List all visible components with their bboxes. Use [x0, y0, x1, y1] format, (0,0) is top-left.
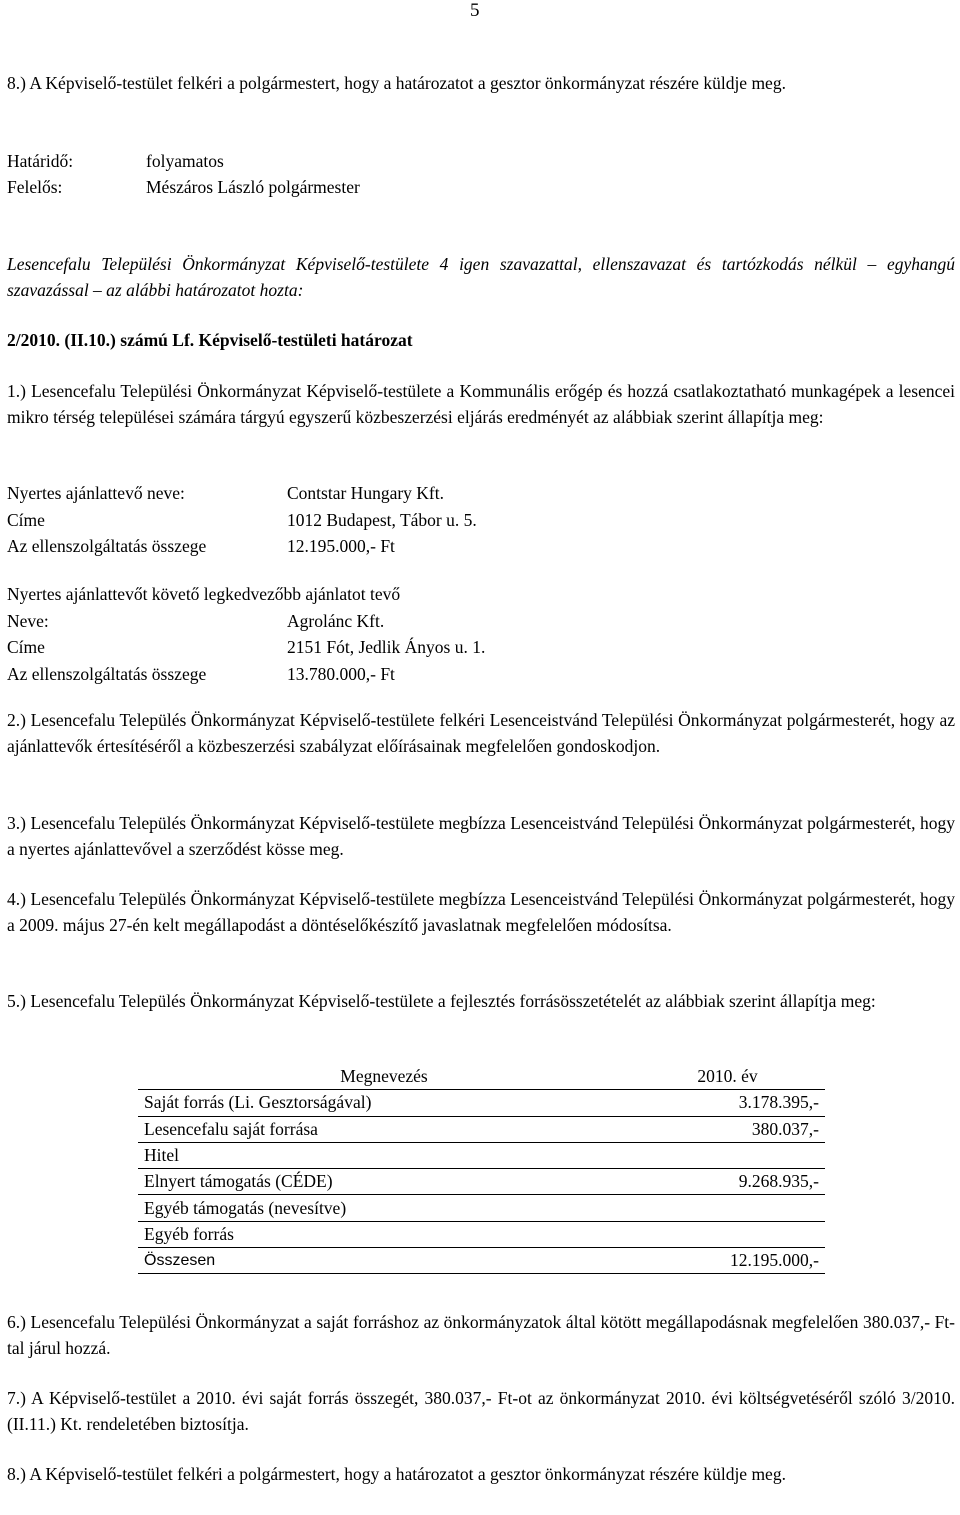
point-6: 6.) Lesencefalu Települési Önkormányzat a saját forráshoz az önkormányzatok által kötött megállapodásnak megfelelően 380.037,- Ft-tal járul hozzá.	[7, 1312, 955, 1358]
vote-intro: Lesencefalu Települési Önkormányzat Képviselő-testülete 4 igen szavazattal, ellenszavazat és tartózkodás nélkül – egyhangú szavazással – az alábbi határozatot hozta:	[7, 254, 955, 300]
point-1: 1.) Lesencefalu Települési Önkormányzat Képviselő-testülete a Kommunális erőgép és hozzá csatlakoztatható munkagépek a lesencei mikro térség települései számára tárgyú egyszerű közbeszerzési eljárás eredményét az alábbiak szerint állapítja meg:	[7, 381, 955, 427]
table-cell-label: Egyéb forrás	[138, 1221, 630, 1247]
table-header-year: 2010. év	[630, 1064, 825, 1090]
winner-address-label: Címe	[7, 509, 45, 530]
runner-up-amount-value: 13.780.000,- Ft	[287, 663, 395, 684]
deadline-block	[7, 148, 360, 200]
winner-address-value: 1012 Budapest, Tábor u. 5.	[287, 509, 477, 530]
table-cell-value: 9.268.935,-	[630, 1169, 825, 1195]
page-number: 5	[470, 0, 480, 21]
runner-up-address-value: 2151 Fót, Jedlik Ányos u. 1.	[287, 637, 486, 657]
table-row	[138, 1142, 825, 1168]
point-5: 5.) Lesencefalu Település Önkormányzat Képviselő-testülete a fejlesztés forrásösszetételét az alábbiak szerint állapítja meg:	[7, 991, 876, 1011]
table-cell-label: Hitel	[138, 1142, 630, 1168]
winner-amount-value: 12.195.000,- Ft	[287, 536, 395, 556]
table-row	[138, 1116, 825, 1142]
table-row	[138, 1221, 825, 1247]
table-cell-label: Egyéb támogatás (nevesítve)	[138, 1195, 630, 1221]
point-7: 7.) A Képviselő-testület a 2010. évi saját forrás összegét, 380.037,- Ft-ot az önkormányzat 2010. évi költségvetéséről szóló 3/2010. (II.11.) Kt. rendeletében biztosítja.	[7, 1388, 955, 1434]
table-cell-value	[630, 1142, 825, 1168]
point-8: 8.) A Képviselő-testület felkéri a polgármestert, hogy a határozatot a gesztor önkormányzat részére küldje meg.	[7, 1464, 786, 1484]
table-cell-label: Lesencefalu saját forrása	[138, 1116, 630, 1142]
runner-up-amount-label: Az ellenszolgáltatás összege	[7, 663, 207, 684]
point-2: 2.) Lesencefalu Település Önkormányzat Képviselő-testülete felkéri Lesenceistvánd Települési Önkormányzat polgármesterét, hogy az ajánlattevők értesítéséről a közbeszerzési szabályzat előírásainak megfelelően gondoskodjon.	[7, 710, 955, 756]
winner-name-label: Nyertes ajánlattevő neve:	[7, 483, 185, 503]
runner-up-heading: Nyertes ajánlattevőt követő legkedvezőbb ajánlatot tevő	[7, 584, 401, 604]
table-header-row	[138, 1064, 825, 1090]
table-cell-value: 380.037,-	[630, 1116, 825, 1142]
resolution-title: 2/2010. (II.10.) számú Lf. Képviselő-testületi határozat	[7, 330, 413, 350]
deadline-value: folyamatos	[146, 151, 224, 171]
paragraph-top-point8: 8.) A Képviselő-testület felkéri a polgármestert, hogy a határozatot a gesztor önkormányzat részére küldje meg.	[7, 73, 786, 93]
table-total-value: 12.195.000,-	[630, 1248, 825, 1274]
deadline-label: Határidő:	[7, 151, 74, 171]
point-4: 4.) Lesencefalu Település Önkormányzat Képviselő-testülete megbízza Lesenceistvánd Települési Önkormányzat polgármesterét, hogy a 2009. május 27-én kelt megállapodást a döntéselőkészítő javaslatnak megfelelően módosítsa.	[7, 889, 955, 935]
funding-table	[138, 1064, 825, 1274]
point-3: 3.) Lesencefalu Település Önkormányzat Képviselő-testülete megbízza Lesenceistvánd Települési Önkormányzat polgármesterét, hogy a nyertes ajánlattevővel a szerződést kösse meg.	[7, 813, 955, 859]
table-cell-value: 3.178.395,-	[630, 1090, 825, 1116]
table-row	[138, 1169, 825, 1195]
table-total-row	[138, 1248, 825, 1274]
winner-amount-label: Az ellenszolgáltatás összege	[7, 536, 207, 556]
winner-block	[7, 480, 477, 560]
table-row	[138, 1090, 825, 1116]
runner-up-name-label: Neve:	[7, 610, 49, 631]
runner-up-address-label: Címe	[7, 637, 45, 657]
responsible-value: Mészáros László polgármester	[146, 177, 360, 197]
table-cell-value	[630, 1221, 825, 1247]
table-cell-label: Elnyert támogatás (CÉDE)	[138, 1169, 630, 1195]
runner-up-block	[7, 581, 485, 687]
winner-name-value: Contstar Hungary Kft.	[287, 483, 444, 503]
table-cell-value	[630, 1195, 825, 1221]
table-total-label: Összesen	[138, 1248, 630, 1274]
table-cell-label: Saját forrás (Li. Gesztorságával)	[138, 1090, 630, 1116]
runner-up-name-value: Agrolánc Kft.	[287, 610, 385, 631]
responsible-label: Felelős:	[7, 177, 63, 197]
table-row	[138, 1195, 825, 1221]
table-header-name: Megnevezés	[138, 1064, 630, 1090]
